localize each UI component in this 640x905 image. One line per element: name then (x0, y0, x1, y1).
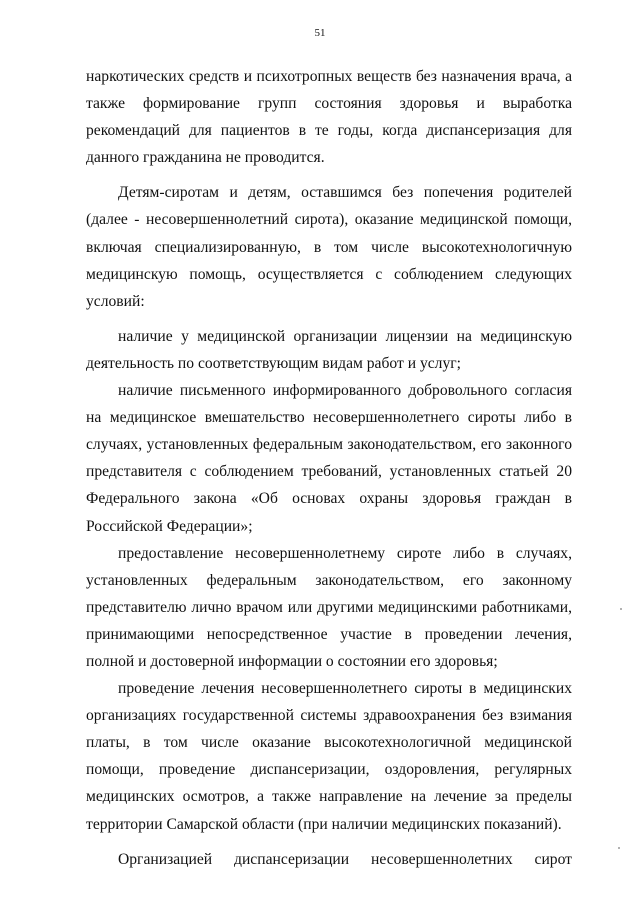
paragraph: наличие письменного информированного добровольного согласия на медицинское вмешательство несовершеннолетнего сироты либо в случаях, установленных федеральным законодательством, его законного представителя с соблюдением требований, установленных статьей 20 Федерального закона «Об основах охраны здоровья граждан в Российской Федерации»; (86, 382, 572, 535)
scan-speck (620, 608, 622, 610)
paragraph: предоставление несовершеннолетнему сироте либо в случаях, установленных федеральным законодательством, его законному представителю лично врачом или другими медицинскими работниками, принимающими непосредственное участие в проведении лечения, полной и достоверной информации о состоянии его здоровья; (86, 544, 572, 670)
paragraph: Организацией диспансеризации несовершеннолетних сирот (118, 850, 572, 868)
paragraph: наркотических средств и психотропных веществ без назначения врача, а также формирование групп состояния здоровья и выработка рекомендаций для пациентов в те годы, когда диспансеризация для данного гражданина не проводится. (86, 68, 572, 167)
paragraph: проведение лечения несовершеннолетнего сироты в медицинских организациях государственной системы здравоохранения без взимания платы, в том числе оказание высокотехнологичной медицинской помощи, проведение диспансеризации, оздоровления, регулярных медицинских осмотров, а также направление на лечение за пределы территории Самарской области (при наличии медицинских показаний). (86, 680, 572, 833)
page-number: 51 (314, 27, 326, 39)
document-body (86, 63, 572, 873)
paragraph: наличие у медицинской организации лицензии на медицинскую деятельность по соответствующим видам работ и услуг; (86, 327, 572, 372)
scan-speck (618, 847, 620, 849)
paragraph: Детям-сиротам и детям, оставшимся без попечения родителей (далее - несовершеннолетний сирота), оказание медицинской помощи, включая специализированную, в том числе высокотехнологичную медицинскую помощь, осуществляется с соблюдением следующих условий: (86, 184, 572, 310)
